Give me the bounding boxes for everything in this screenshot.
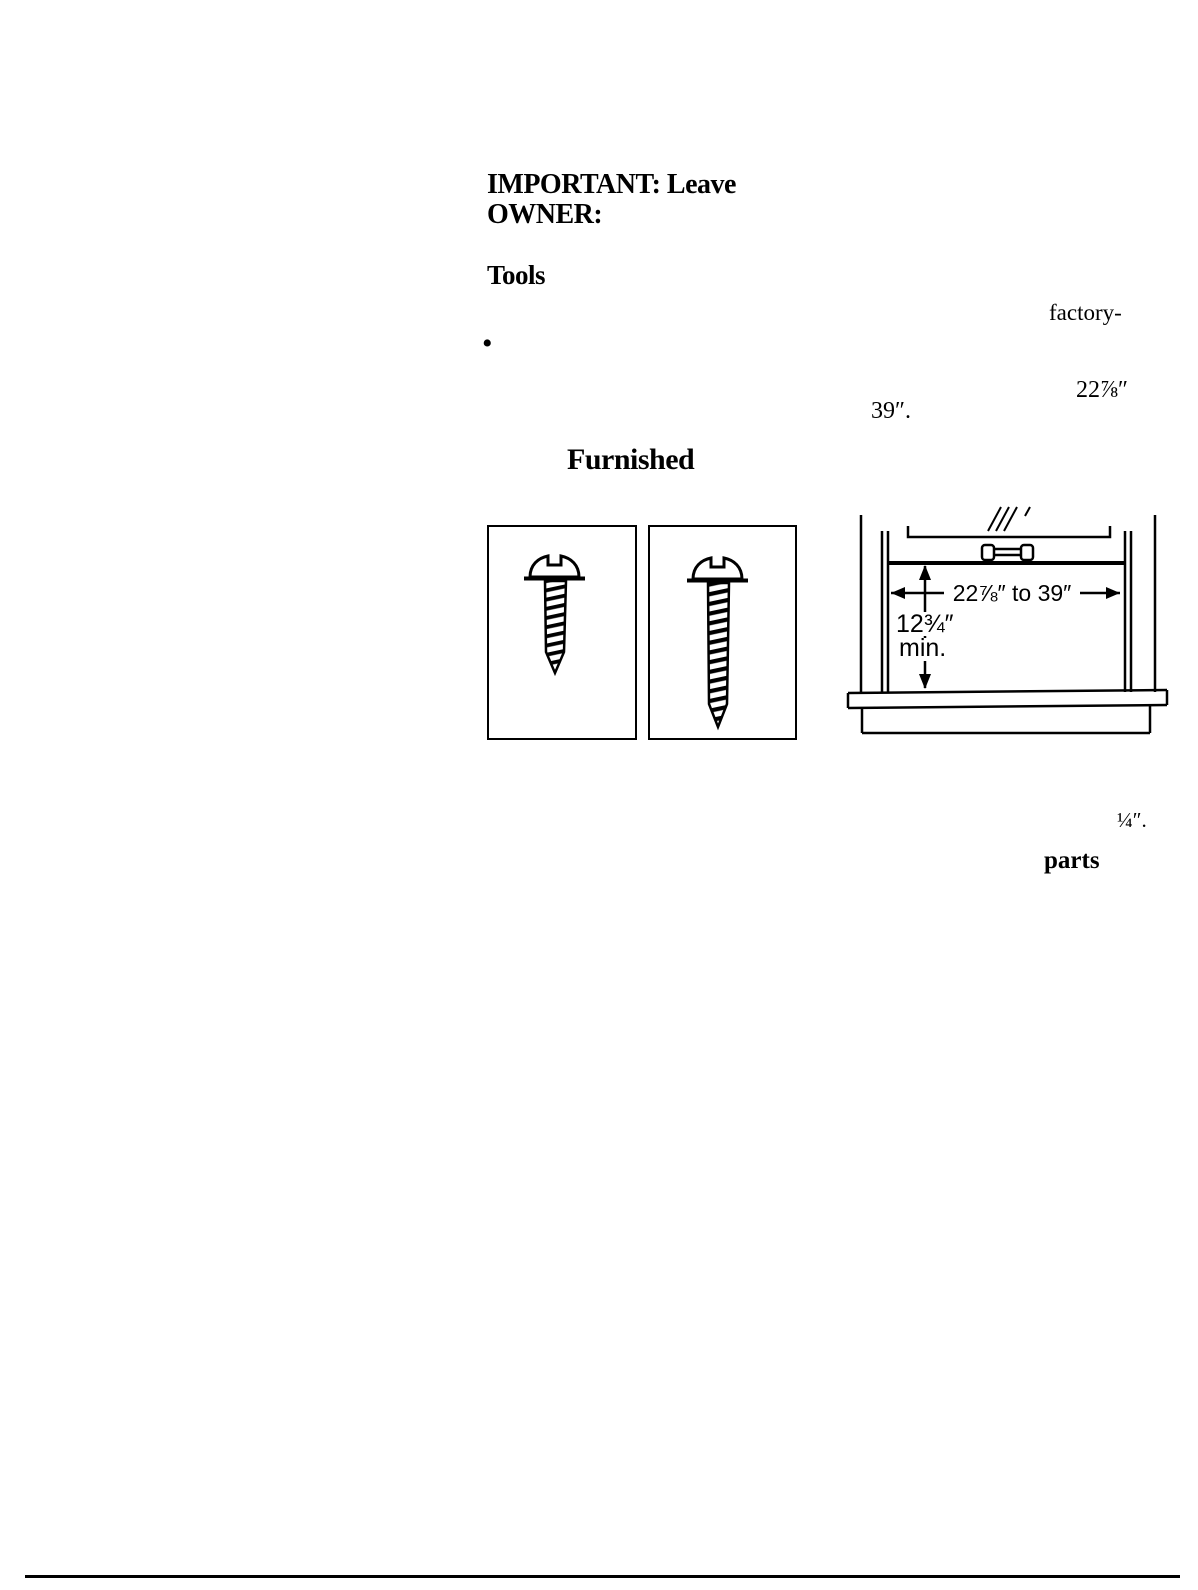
glass-hatching bbox=[988, 507, 1030, 531]
window-height-label: 12¾″ bbox=[896, 610, 954, 638]
footer-rule bbox=[25, 1575, 1180, 1578]
screw-box-right bbox=[648, 525, 797, 740]
window-width-label: 22⅞″ to 39″ bbox=[952, 580, 1072, 606]
heading-owner: OWNER: bbox=[487, 199, 603, 230]
long-screw-illustration bbox=[650, 527, 794, 737]
heading-furnished: Furnished bbox=[567, 443, 695, 476]
bullet-point: • bbox=[482, 327, 493, 360]
fragment-width-min: 39″. bbox=[871, 398, 911, 424]
fragment-factory: factory- bbox=[1049, 300, 1122, 325]
heading-tools: Tools bbox=[487, 260, 546, 290]
sash-handle bbox=[982, 545, 1033, 560]
window-sill bbox=[848, 690, 1167, 733]
raised-sash-bottom bbox=[908, 526, 1110, 537]
screw-box-left bbox=[487, 525, 637, 740]
window-opening-figure bbox=[838, 495, 1173, 740]
heading-important-leave: IMPORTANT: Leave bbox=[487, 169, 736, 200]
fragment-parts: parts bbox=[1044, 847, 1100, 874]
short-screw-illustration bbox=[489, 527, 634, 737]
fragment-quarter-inch: ¼″. bbox=[1117, 808, 1147, 832]
fragment-width-max: 22⅞″ bbox=[1076, 377, 1128, 403]
window-height-min-label: min. bbox=[899, 634, 947, 662]
